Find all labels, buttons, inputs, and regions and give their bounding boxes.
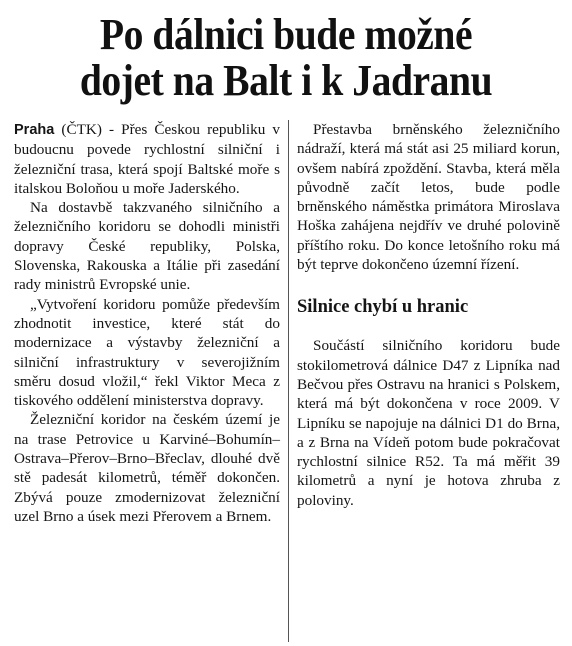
dateline: Praha: [14, 122, 55, 138]
paragraph-2: Na dostavbě takzvaného silničního a železničního koridoru se dohodli ministři dopravy České republiky, Polska, Slovenska, Rakouska a Itálie při zasedání rady ministrů Evropské unie.: [14, 199, 280, 294]
lead-paragraph: [14, 120, 280, 198]
paragraph-4: Železniční koridor na českém území je na trase Petrovice u Karviné–Bohumín–Ostrava–Přerov–Brno–Břeclav, dlouhé dvě stě padesát kilometrů, téměř dokončen. Zbývá pouze zmodernizovat železniční uzel Brno a úsek mezi Přerovem a Brnem.: [14, 411, 280, 525]
paragraph-3: „Vytvoření koridoru pomůže především zhodnotit investice, které stát do modernizace a výstavby železniční a silniční infrastruktury v severojižním směru dosud vložil,“ řekl Viktor Meca z tiskového oddělení ministerstva dopravy.: [14, 295, 280, 410]
right-column: [288, 120, 560, 642]
subheading: Silnice chybí u hranic: [297, 297, 469, 318]
article-headline: [39, 12, 532, 104]
article-body: [14, 120, 560, 642]
left-column: [14, 120, 288, 642]
paragraph-6: Součástí silničního koridoru bude stokilometrová dálnice D47 z Lipníka nad Bečvou přes Ostravu na hranici s Polskem, která má být dokončena v roce 2009. V Lipníku se napojuje na dálnici D1 do Brna, a z Brna na Vídeň potom bude pokračovat rychlostní silnice R52. Ta má měřit 39 kilometrů a nyní je hotova zhruba z poloviny.: [297, 337, 560, 509]
headline-line-2: dojet na Balt i k Jadranu: [79, 56, 493, 105]
lead-text: (ČTK) - Přes Českou republiku v budoucnu povede rychlostní silniční i železniční trasa, která spojí Baltské moře s italskou Boloňou u moře Jaderského.: [14, 121, 280, 197]
headline-line-1: Po dálnici bude možné: [99, 10, 473, 59]
paragraph-5: Přestavba brněnského železničního nádraží, která má stát asi 25 miliard korun, ovšem nabírá zpoždění. Stavba, která měla původně začít letos, bude podle brněnského náměstka primátora Miroslava Hoška zahájena nejdřív ve druhé polovině příštího roku. Do konce letošního roku má být teprve dokončeno územní řízení.: [297, 121, 560, 274]
